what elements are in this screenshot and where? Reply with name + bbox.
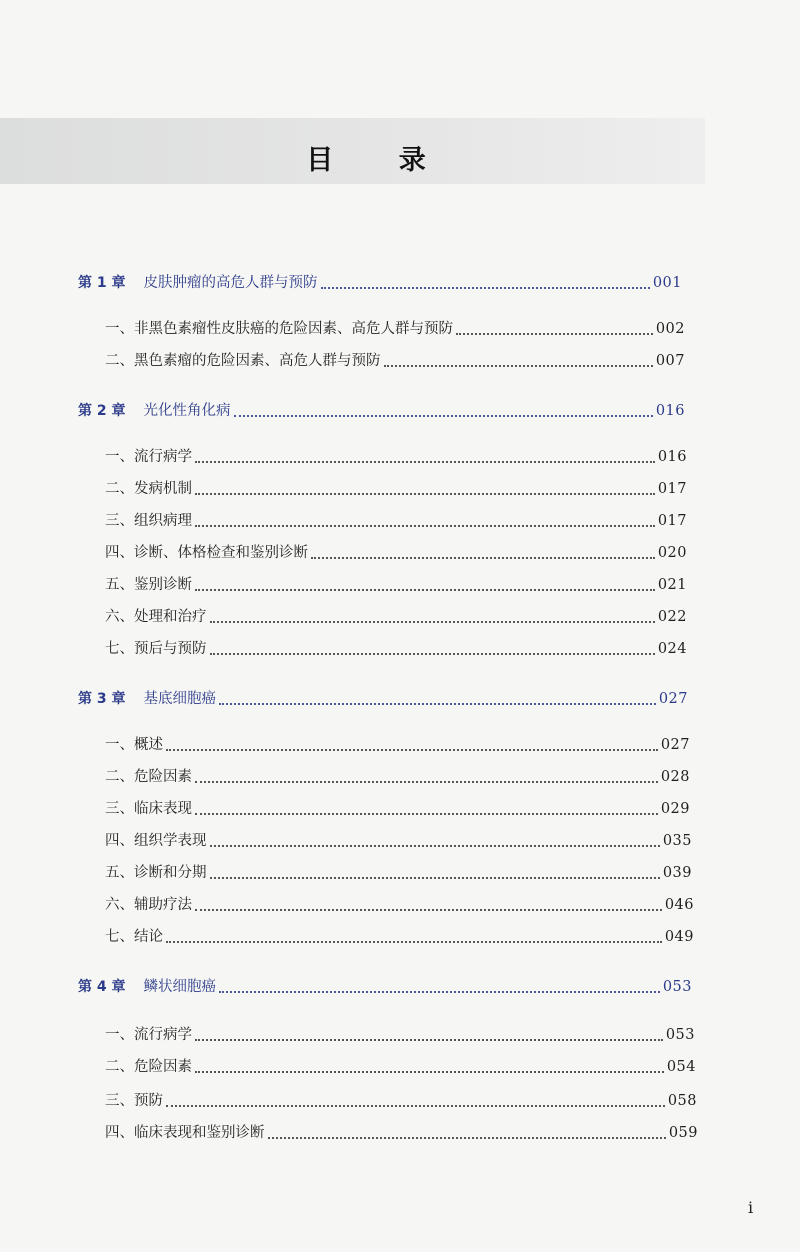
- entry-label: 一、概述: [105, 737, 163, 753]
- entry-page: 053: [665, 1027, 695, 1043]
- toc-entry-3-7[interactable]: [105, 928, 694, 946]
- entry-label: 三、临床表现: [105, 801, 192, 817]
- entry-label: 二、危险因素: [105, 769, 192, 785]
- toc-entry-3-1[interactable]: [105, 736, 690, 754]
- page-folio: i: [748, 1198, 754, 1217]
- toc-entry-4-4[interactable]: [105, 1124, 698, 1142]
- chapter-title: 皮肤肿瘤的高危人群与预防: [143, 275, 318, 291]
- leader-dots: [321, 287, 650, 289]
- entry-page: 039: [662, 865, 692, 881]
- leader-dots: [195, 909, 662, 911]
- chapter-number: 第 4 章: [78, 979, 126, 995]
- entry-page: 017: [657, 513, 687, 529]
- toc-entry-2-2[interactable]: [105, 480, 687, 498]
- entry-page: 027: [660, 737, 690, 753]
- toc-entry-1-2[interactable]: [105, 352, 685, 370]
- chapter-page: 016: [655, 403, 685, 419]
- toc-entry-2-7[interactable]: [105, 640, 687, 658]
- entry-label: 二、黑色素瘤的危险因素、高危人群与预防: [105, 353, 381, 369]
- entry-label: 一、非黑色素瘤性皮肤癌的危险因素、高危人群与预防: [105, 321, 453, 337]
- entry-page: 029: [660, 801, 690, 817]
- toc-entry-3-5[interactable]: [105, 864, 692, 882]
- leader-dots: [234, 415, 653, 417]
- toc-entry-3-6[interactable]: [105, 896, 694, 914]
- toc-entry-3-4[interactable]: [105, 832, 692, 850]
- entry-label: 二、发病机制: [105, 481, 192, 497]
- chapter-number: 第 2 章: [78, 403, 126, 419]
- entry-page: 035: [662, 833, 692, 849]
- entry-label: 一、流行病学: [105, 1027, 192, 1043]
- page-title: 目 录: [306, 145, 454, 176]
- entry-label: 七、预后与预防: [105, 641, 207, 657]
- leader-dots: [210, 845, 660, 847]
- entry-page: 017: [657, 481, 687, 497]
- leader-dots: [219, 991, 660, 993]
- toc-chapter-2[interactable]: [78, 402, 685, 420]
- entry-label: 五、诊断和分期: [105, 865, 207, 881]
- entry-page: 059: [668, 1125, 698, 1141]
- chapter-title: 光化性角化病: [143, 403, 231, 419]
- toc-entry-4-3[interactable]: [105, 1092, 697, 1110]
- entry-page: 054: [666, 1059, 696, 1075]
- entry-label: 二、危险因素: [105, 1059, 192, 1075]
- entry-label: 四、组织学表现: [105, 833, 207, 849]
- leader-dots: [166, 1105, 665, 1107]
- entry-page: 049: [664, 929, 694, 945]
- entry-page: 020: [657, 545, 687, 561]
- chapter-title: 基底细胞癌: [143, 691, 216, 707]
- leader-dots: [195, 813, 658, 815]
- leader-dots: [311, 557, 655, 559]
- leader-dots: [195, 1071, 664, 1073]
- entry-label: 三、预防: [105, 1093, 163, 1109]
- leader-dots: [219, 703, 656, 705]
- toc-entry-4-2[interactable]: [105, 1058, 696, 1076]
- entry-page: 022: [657, 609, 687, 625]
- chapter-page: 001: [652, 275, 682, 291]
- leader-dots: [210, 877, 660, 879]
- toc-entry-2-6[interactable]: [105, 608, 687, 626]
- leader-dots: [195, 525, 655, 527]
- entry-label: 五、鉴别诊断: [105, 577, 192, 593]
- entry-page: 016: [657, 449, 687, 465]
- toc-entry-2-5[interactable]: [105, 576, 687, 594]
- chapter-number: 第 1 章: [78, 275, 126, 291]
- leader-dots: [195, 589, 655, 591]
- toc-entry-2-3[interactable]: [105, 512, 687, 530]
- entry-label: 三、组织病理: [105, 513, 192, 529]
- entry-label: 四、诊断、体格检查和鉴别诊断: [105, 545, 308, 561]
- entry-label: 四、临床表现和鉴别诊断: [105, 1125, 265, 1141]
- leader-dots: [195, 493, 655, 495]
- entry-page: 046: [664, 897, 694, 913]
- entry-page: 058: [667, 1093, 697, 1109]
- toc-entry-3-2[interactable]: [105, 768, 690, 786]
- leader-dots: [456, 333, 653, 335]
- leader-dots: [268, 1137, 666, 1139]
- toc-entry-2-4[interactable]: [105, 544, 687, 562]
- entry-label: 一、流行病学: [105, 449, 192, 465]
- leader-dots: [210, 621, 655, 623]
- chapter-page: 027: [658, 691, 688, 707]
- entry-page: 002: [655, 321, 685, 337]
- chapter-title: 鳞状细胞癌: [143, 979, 216, 995]
- entry-label: 六、处理和治疗: [105, 609, 207, 625]
- leader-dots: [210, 653, 655, 655]
- toc-entry-1-1[interactable]: [105, 320, 685, 338]
- chapter-number: 第 3 章: [78, 691, 126, 707]
- chapter-page: 053: [662, 979, 692, 995]
- toc-entry-3-3[interactable]: [105, 800, 690, 818]
- entry-page: 024: [657, 641, 687, 657]
- entry-label: 六、辅助疗法: [105, 897, 192, 913]
- leader-dots: [384, 365, 653, 367]
- toc-entry-4-1[interactable]: [105, 1026, 695, 1044]
- entry-label: 七、结论: [105, 929, 163, 945]
- leader-dots: [166, 749, 658, 751]
- leader-dots: [195, 1039, 663, 1041]
- toc-chapter-4[interactable]: [78, 978, 692, 996]
- entry-page: 028: [660, 769, 690, 785]
- toc-chapter-1[interactable]: [78, 274, 682, 292]
- leader-dots: [195, 781, 658, 783]
- entry-page: 021: [657, 577, 687, 593]
- leader-dots: [166, 941, 662, 943]
- entry-page: 007: [655, 353, 685, 369]
- toc-entry-2-1[interactable]: [105, 448, 687, 466]
- toc-chapter-3[interactable]: [78, 690, 688, 708]
- leader-dots: [195, 461, 655, 463]
